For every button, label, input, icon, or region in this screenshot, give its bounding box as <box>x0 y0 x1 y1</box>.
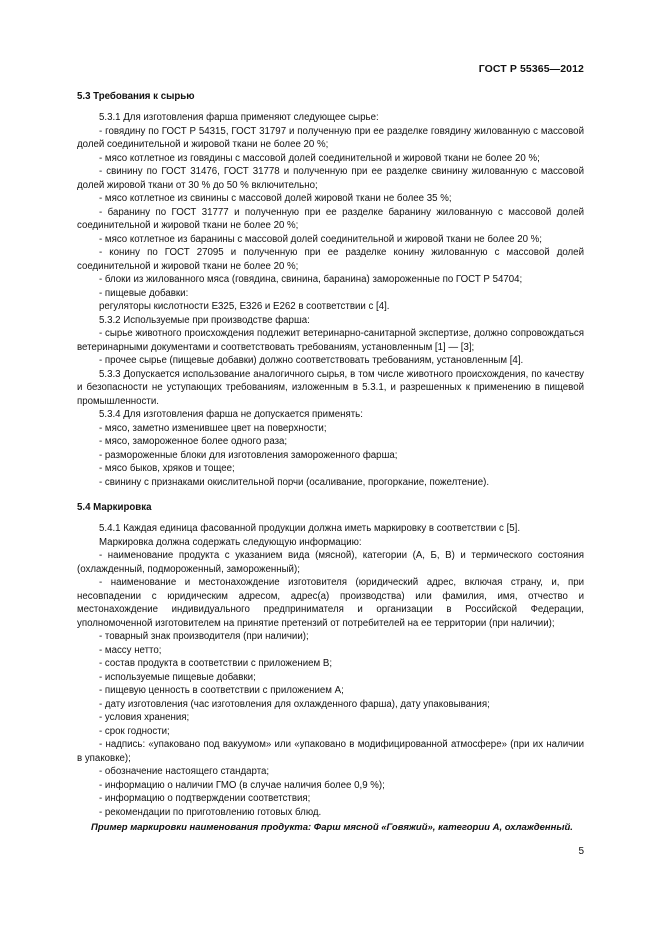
list-item: - прочее сырье (пищевые добавки) должно соответствовать требованиям, установленным [4]. <box>99 355 524 366</box>
list-item: - состав продукта в соответствии с приложением В; <box>99 658 333 669</box>
paragraph: 5.3.2 Используемые при производстве фарша: <box>99 314 310 326</box>
list-item: - информацию о наличии ГМО (в случае наличия более 0,9 %); <box>99 779 385 791</box>
standard-header: ГОСТ Р 55365—2012 <box>478 63 584 75</box>
list-item: - конину по ГОСТ 27095 и полученную при ее разделке конину жилованную с массовой долей соединительной и жировой ткани не более 20 %; <box>77 247 584 272</box>
paragraph: 5.3.4 Для изготовления фарша не допускается применять: <box>99 409 363 420</box>
list-item: - обозначение настоящего стандарта; <box>99 766 270 777</box>
list-item: - срок годности; <box>99 725 170 737</box>
list-item: - мясо, заметно изменившее цвет на поверхности; <box>99 422 327 434</box>
list-item: - наименование и местонахождение изготовителя (юридический адрес, включая страну, и, при несовпадении с юридическим адресом, адрес(а) производства) или фамилия, имя, отчество и местонахождение индивидуального предпринимателя и организации в Российской Федерации, уполномоченной изготовителем на принятие претензий от потребителей на ее территории (при наличии); <box>77 577 584 629</box>
paragraph: 5.4.1 Каждая единица фасованной продукции должна иметь маркировку в соответствии с [5]. <box>99 523 521 534</box>
list-item: - свинину по ГОСТ 31476, ГОСТ 31778 и полученную при ее разделке свинину жилованную с массовой долей жировой ткани от 30 % до 50 % включительно; <box>77 166 584 191</box>
list-item: - пищевую ценность в соответствии с приложением А; <box>99 685 344 696</box>
list-item: - баранину по ГОСТ 31777 и полученную при ее разделке баранину жилованную с массовой долей соединительной и жировой ткани не более 20 %; <box>77 206 584 231</box>
list-item: - рекомендации по приготовлению готовых блюд. <box>99 806 322 818</box>
list-item: - массу нетто; <box>99 644 162 656</box>
list-item: - размороженные блоки для изготовления замороженного фарша; <box>99 449 398 461</box>
list-item: - товарный знак производителя (при наличии); <box>99 631 309 642</box>
marking-example: Пример маркировки наименования продукта: Фарш мясной «Говяжий», категории А, охлажденный. <box>91 822 573 833</box>
list-item: - условия хранения; <box>99 712 190 723</box>
list-item: - мясо котлетное из баранины с массовой долей соединительной и жировой ткани не более 20 %; <box>99 233 542 245</box>
paragraph: 5.3.1 Для изготовления фарша применяют следующее сырье: <box>99 112 379 123</box>
list-item: - информацию о подтверждении соответствия; <box>99 793 311 804</box>
section-heading-5-4: 5.4 Маркировка <box>77 502 152 513</box>
list-item: - пищевые добавки: <box>99 287 189 299</box>
list-item: - используемые пищевые добавки; <box>99 671 256 683</box>
list-item: - сырье животного происхождения подлежит ветеринарно-санитарной экспертизе, должно сопровождаться ветеринарными документами и соответствовать требованиям, установленным [1] — [3]; <box>77 328 584 353</box>
list-item: - свинину с признаками окислительной порчи (осаливание, прогоркание, пожелтение). <box>99 476 490 488</box>
list-item: - мясо быков, хряков и тощее; <box>99 463 235 474</box>
list-item: - мясо, замороженное более одного раза; <box>99 436 288 447</box>
list-item: - надпись: «упаковано под вакуумом» или «упаковано в модифицированной атмосфере» (при их наличии в упаковке); <box>77 739 584 764</box>
list-item: - мясо котлетное из свинины с массовой долей жировой ткани не более 35 %; <box>99 193 452 204</box>
list-item: - дату изготовления (час изготовления для охлажденного фарша), дату упаковывания; <box>99 698 490 710</box>
paragraph: 5.3.3 Допускается использование аналогичного сырья, в том числе животного происхождения, по качеству и безопасности не уступающих требованиям, изложенным в 5.3.1, и разрешенных к применению в пищевой промышленности. <box>77 368 584 407</box>
page-number: 5 <box>578 846 584 857</box>
document-body <box>77 90 584 835</box>
paragraph: Маркировка должна содержать следующую информацию: <box>99 536 362 548</box>
section-heading-5-3: 5.3 Требования к сырью <box>77 91 195 102</box>
list-item: - мясо котлетное из говядины с массовой долей соединительной и жировой ткани не более 20 %; <box>99 152 540 164</box>
list-item: регуляторы кислотности Е325, Е326 и Е262 в соответствии с [4]. <box>99 301 390 312</box>
list-item: - наименование продукта с указанием вида (мясной), категории (А, Б, В) и термического состояния (охлажденный, подмороженный, замороженный); <box>77 550 584 575</box>
list-item: - говядину по ГОСТ Р 54315, ГОСТ 31797 и полученную при ее разделке говядину жилованную с массовой долей соединительной и жировой ткани не более 20 %; <box>77 125 584 150</box>
list-item: - блоки из жилованного мяса (говядина, свинина, баранина) замороженные по ГОСТ Р 54704; <box>99 274 523 285</box>
